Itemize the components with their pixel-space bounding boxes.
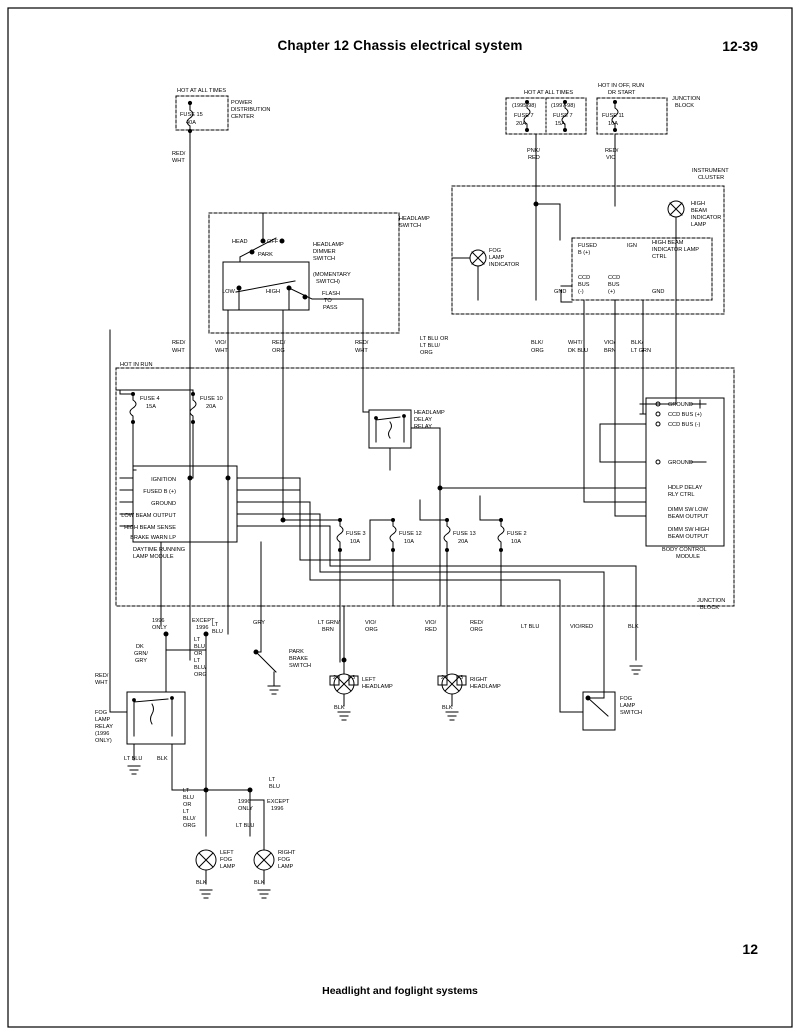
label-left-fog-1: LEFT bbox=[220, 850, 234, 856]
label-ltblu-or-3: ORG bbox=[420, 350, 433, 356]
label-bcm-hdlp-delay-1: HDLP DELAY bbox=[668, 485, 703, 491]
label-fuse-15-rating: 40A bbox=[186, 120, 196, 126]
label-ltblu-org-b-6: ORG bbox=[183, 823, 196, 829]
label-vio-org-2: ORG bbox=[365, 627, 378, 633]
label-dimmer-2: DIMMER bbox=[313, 249, 336, 255]
label-drl-module-2: LAMP MODULE bbox=[133, 554, 174, 560]
label-fog-relay-3: RELAY bbox=[95, 724, 113, 730]
label-right-fog-1: RIGHT bbox=[278, 850, 296, 856]
label-blk-ltgrn-1: BLK/ bbox=[631, 340, 644, 346]
label-left-headlamp-2: HEADLAMP bbox=[362, 684, 393, 690]
page-title: Chapter 12 Chassis electrical system bbox=[277, 38, 523, 53]
label-except-1996-b-1: EXCEPT bbox=[267, 799, 290, 805]
label-momentary-2: SWITCH) bbox=[316, 279, 340, 285]
label-red-org-2: ORG bbox=[272, 348, 285, 354]
label-bcm-dimm-low-2: BEAM OUTPUT bbox=[668, 514, 709, 520]
label-dimmer-3: SWITCH bbox=[313, 256, 336, 262]
label-ccd-bus-neg-1: CCD bbox=[578, 275, 591, 281]
label-wire-red-wht-pdc-2: WHT bbox=[172, 158, 185, 164]
label-junction-block-bottom-1: JUNCTION bbox=[697, 598, 726, 604]
label-instrument-cluster-1: INSTRUMENT bbox=[692, 168, 729, 174]
label-instrument-cluster-2: CLUSTER bbox=[698, 175, 725, 181]
label-park-brake-1: PARK bbox=[289, 649, 304, 655]
label-junction-block-top-1: JUNCTION bbox=[672, 96, 701, 102]
label-fuse-2: FUSE 2 bbox=[507, 531, 527, 537]
label-dimmer-1: HEADLAMP bbox=[313, 242, 344, 248]
label-vio-brn-2: BRN bbox=[604, 348, 616, 354]
label-hot-in-off-run-1: HOT IN OFF, RUN bbox=[598, 83, 645, 89]
label-pin-2-right: 2 bbox=[441, 675, 445, 681]
label-lt-blu-d-2: BLU bbox=[269, 784, 280, 790]
label-fuse-12-rating: 10A bbox=[404, 539, 414, 545]
label-red-org-b-2: ORG bbox=[470, 627, 483, 633]
label-bcm-1: BODY CONTROL bbox=[662, 547, 707, 553]
label-fuse-15: FUSE 15 bbox=[180, 112, 203, 118]
label-hot-in-run: HOT IN RUN bbox=[120, 362, 153, 368]
label-head: HEAD bbox=[232, 239, 248, 245]
label-vio-org-1: VIO/ bbox=[365, 620, 377, 626]
label-red-wht-c-2: WHT bbox=[95, 680, 108, 686]
label-pnk-red-1: PNK/ bbox=[527, 148, 541, 154]
label-fog-switch-3: SWITCH bbox=[620, 710, 643, 716]
label-except-1996: EXCEPT bbox=[192, 618, 215, 624]
label-fused-b-1: FUSED bbox=[578, 243, 597, 249]
label-delay-relay-2: DELAY bbox=[414, 417, 432, 423]
label-pin-3-right: 3 bbox=[460, 675, 464, 681]
label-gnd-right: GND bbox=[652, 289, 665, 295]
label-hbil-ctrl-1: HIGH BEAM bbox=[652, 240, 684, 246]
label-blk-org-1: BLK/ bbox=[531, 340, 544, 346]
label-bcm-dimm-high-1: DIMM SW HIGH bbox=[668, 527, 710, 533]
label-fused-b-2: B (+) bbox=[578, 250, 591, 256]
label-park: PARK bbox=[258, 252, 273, 258]
label-bcm-2: MODULE bbox=[676, 554, 700, 560]
label-blk-b: BLK bbox=[628, 624, 639, 630]
label-blk-lh: BLK bbox=[334, 705, 345, 711]
label-ltblu-org-b-3: OR bbox=[183, 802, 192, 808]
label-lt-blu-a-1: LT bbox=[212, 622, 219, 628]
label-vio-brn-1: VIO/ bbox=[604, 340, 616, 346]
label-drl-module-1: DAYTIME RUNNING bbox=[133, 547, 186, 553]
label-lt-blu-c: LT BLU bbox=[124, 756, 143, 762]
label-fog-ind-1: FOG bbox=[489, 248, 502, 254]
label-bcm-ground-2: GROUND bbox=[668, 460, 693, 466]
label-headlamp-switch-2: SWITCH bbox=[399, 223, 422, 229]
label-fuse-13: FUSE 13 bbox=[453, 531, 476, 537]
label-ltblu-org-b-5: BLU/ bbox=[183, 816, 196, 822]
label-fuse-7b-rating: 15A bbox=[555, 121, 565, 127]
label-delay-relay-3: RELAY bbox=[414, 424, 432, 430]
label-fuse-10-rating: 20A bbox=[206, 404, 216, 410]
label-pdc-1: POWER bbox=[231, 100, 253, 106]
label-fog-switch-2: LAMP bbox=[620, 703, 636, 709]
label-ltblu-org-b-1: LT bbox=[183, 788, 190, 794]
label-1997-98: (1997-98) bbox=[551, 103, 576, 109]
label-fuse-2-rating: 10A bbox=[511, 539, 521, 545]
label-fuse-10: FUSE 10 bbox=[200, 396, 223, 402]
label-fuse-7a-rating: 20A bbox=[516, 121, 526, 127]
label-hbil-3: INDICATOR bbox=[691, 215, 722, 221]
label-red-org-1: RED/ bbox=[272, 340, 286, 346]
chapter-number: 12 bbox=[742, 941, 758, 957]
label-lt-grn-brn-2: BRN bbox=[322, 627, 334, 633]
label-red-vio-2: VIO bbox=[606, 155, 616, 161]
label-fuse-7a: FUSE 7 bbox=[514, 113, 534, 119]
label-ltblu-org-a-1: LT bbox=[194, 637, 201, 643]
label-1996-only-b-1: 1996 bbox=[238, 799, 251, 805]
label-fuse-3: FUSE 3 bbox=[346, 531, 366, 537]
label-ltblu-org-a-2: BLU bbox=[194, 644, 205, 650]
label-momentary-1: (MOMENTARY bbox=[313, 272, 351, 278]
label-red-wht2-1: RED/ bbox=[355, 340, 369, 346]
label-hot-at-all-times-left: HOT AT ALL TIMES bbox=[177, 88, 227, 94]
label-hbil-ctrl-3: CTRL bbox=[652, 254, 667, 260]
label-pdc-2: DISTRIBUTION bbox=[231, 107, 271, 113]
label-fog-switch-1: FOG bbox=[620, 696, 633, 702]
label-ign: IGN bbox=[627, 243, 637, 249]
label-fuse-7b: FUSE 7 bbox=[553, 113, 573, 119]
label-vio-wht-1: VIO/ bbox=[215, 340, 227, 346]
label-pin-3-left: 3 bbox=[352, 675, 356, 681]
label-red-wht-sw-2: WHT bbox=[172, 348, 185, 354]
label-dk-grn-gry-3: GRY bbox=[135, 658, 148, 664]
label-fuse-12: FUSE 12 bbox=[399, 531, 422, 537]
label-fuse-3-rating: 10A bbox=[350, 539, 360, 545]
label-delay-relay-1: HEADLAMP bbox=[414, 410, 445, 416]
label-off: OFF bbox=[267, 239, 279, 245]
label-pin-fused-b: FUSED B (+) bbox=[143, 489, 176, 495]
label-headlamp-switch-1: HEADLAMP bbox=[399, 216, 430, 222]
label-except-1996-2: 1996 bbox=[196, 625, 209, 631]
label-wht-dkblu-1: WHT/ bbox=[568, 340, 583, 346]
label-red-vio-1: RED/ bbox=[605, 148, 619, 154]
label-fog-relay-2: LAMP bbox=[95, 717, 111, 723]
label-pnk-red-2: RED bbox=[528, 155, 540, 161]
label-low: LOW bbox=[222, 289, 235, 295]
label-fuse-13-rating: 20A bbox=[458, 539, 468, 545]
label-pin-ignition: IGNITION bbox=[151, 477, 176, 483]
label-red-wht-c-1: RED/ bbox=[95, 673, 109, 679]
label-pin-high-beam-sense: HIGH BEAM SENSE bbox=[124, 525, 176, 531]
label-ltblu-or-2: LT BLU/ bbox=[420, 343, 441, 349]
label-blk-lf: BLK bbox=[196, 880, 207, 886]
label-fuse-4-rating: 15A bbox=[146, 404, 156, 410]
label-vio-red-1: VIO/ bbox=[425, 620, 437, 626]
label-gry: GRY bbox=[253, 620, 266, 626]
label-blk-rh: BLK bbox=[442, 705, 453, 711]
label-vio-wht-2: WHT bbox=[215, 348, 228, 354]
label-hot-at-all-times-right: HOT AT ALL TIMES bbox=[524, 90, 574, 96]
label-ccd-bus-pos-3: (+) bbox=[608, 289, 615, 295]
label-park-brake-2: BRAKE bbox=[289, 656, 308, 662]
label-blk-org-2: ORG bbox=[531, 348, 544, 354]
label-park-brake-3: SWITCH bbox=[289, 663, 312, 669]
label-pin-low-beam-output: LOW BEAM OUTPUT bbox=[121, 513, 176, 519]
label-lt-blu-b: LT BLU bbox=[521, 624, 540, 630]
label-1995-98: (1995-98) bbox=[512, 103, 537, 109]
label-right-fog-2: FOG bbox=[278, 857, 291, 863]
label-lt-blu-e: LT BLU bbox=[236, 823, 255, 829]
label-gnd-left: GND bbox=[554, 289, 567, 295]
label-1996-only-2: ONLY bbox=[152, 625, 167, 631]
label-ccd-bus-neg-2: BUS bbox=[578, 282, 590, 288]
label-right-headlamp-1: RIGHT bbox=[470, 677, 488, 683]
label-ltblu-org-b-4: LT bbox=[183, 809, 190, 815]
label-left-fog-2: FOG bbox=[220, 857, 233, 863]
label-hbil-4: LAMP bbox=[691, 222, 707, 228]
label-ltblu-or-1: LT BLU OR bbox=[420, 336, 449, 342]
page-number: 12-39 bbox=[722, 38, 758, 54]
label-bcm-dimm-high-2: BEAM OUTPUT bbox=[668, 534, 709, 540]
label-fuse-11: FUSE 11 bbox=[602, 113, 625, 119]
label-fuse-4: FUSE 4 bbox=[140, 396, 160, 402]
label-high: HIGH bbox=[266, 289, 280, 295]
label-pin-brake-warn-lp: BRAKE WARN LP bbox=[130, 535, 176, 541]
label-hbil-1: HIGH bbox=[691, 201, 705, 207]
label-right-headlamp-2: HEADLAMP bbox=[470, 684, 501, 690]
label-bcm-ground-1: GROUND bbox=[668, 402, 693, 408]
label-blk-ltgrn-2: LT GRN bbox=[631, 348, 651, 354]
label-hbil-2: BEAM bbox=[691, 208, 707, 214]
label-ccd-bus-pos-1: CCD bbox=[608, 275, 621, 281]
label-fog-ind-3: INDICATOR bbox=[489, 262, 520, 268]
label-dk-grn-gry-2: GRN/ bbox=[134, 651, 148, 657]
label-1996-only: 1996 bbox=[152, 618, 165, 624]
label-right-fog-3: LAMP bbox=[278, 864, 294, 870]
label-junction-block-bottom-2: BLOCK bbox=[700, 605, 719, 611]
label-red-wht-sw-1: RED/ bbox=[172, 340, 186, 346]
label-wht-dkblu-2: DK BLU bbox=[568, 348, 589, 354]
label-bcm-ccd-neg: CCD BUS (-) bbox=[668, 422, 701, 428]
label-fog-relay-1: FOG bbox=[95, 710, 108, 716]
label-lt-blu-a-2: BLU bbox=[212, 629, 223, 635]
label-ltblu-org-a-6: ORG bbox=[194, 672, 207, 678]
label-1996-only-b-2: ONLY bbox=[238, 806, 253, 812]
label-ccd-bus-neg-3: (-) bbox=[578, 289, 584, 295]
label-dk-grn-gry-1: DK bbox=[136, 644, 144, 650]
label-bcm-ccd-pos: CCD BUS (+) bbox=[668, 412, 702, 418]
label-pdc-3: CENTER bbox=[231, 114, 254, 120]
label-flash-3: PASS bbox=[323, 305, 338, 311]
label-pin-ground: GROUND bbox=[151, 501, 176, 507]
label-bcm-hdlp-delay-2: RLY CTRL bbox=[668, 492, 695, 498]
label-wire-red-wht-pdc-1: RED/ bbox=[172, 151, 186, 157]
label-except-1996-b-2: 1996 bbox=[271, 806, 284, 812]
label-blk-c: BLK bbox=[157, 756, 168, 762]
label-ltblu-org-a-4: LT bbox=[194, 658, 201, 664]
label-red-wht2-2: WHT bbox=[355, 348, 368, 354]
label-ltblu-org-b-2: BLU bbox=[183, 795, 194, 801]
label-fog-ind-2: LAMP bbox=[489, 255, 505, 261]
label-vio-red-2: RED bbox=[425, 627, 437, 633]
label-flash-1: FLASH bbox=[322, 291, 341, 297]
label-ltblu-org-a-5: BLU/ bbox=[194, 665, 207, 671]
label-flash-2: TO bbox=[324, 298, 332, 304]
label-lt-grn-brn-1: LT GRN/ bbox=[318, 620, 340, 626]
label-lt-blu-d-1: LT bbox=[269, 777, 276, 783]
label-hot-in-off-run-2: DR START bbox=[608, 90, 636, 96]
label-junction-block-top-2: BLOCK bbox=[675, 103, 694, 109]
figure-caption: Headlight and foglight systems bbox=[322, 985, 478, 997]
label-left-headlamp-1: LEFT bbox=[362, 677, 376, 683]
label-red-org-b-1: RED/ bbox=[470, 620, 484, 626]
label-fog-relay-5: ONLY) bbox=[95, 738, 112, 744]
label-pin-2-left: 2 bbox=[333, 675, 337, 681]
label-left-fog-3: LAMP bbox=[220, 864, 236, 870]
label-blk-rf: BLK bbox=[254, 880, 265, 886]
label-fog-relay-4: (1996 bbox=[95, 731, 110, 737]
label-fuse-11-rating: 10A bbox=[608, 121, 618, 127]
label-ltblu-org-a-3: OR bbox=[194, 651, 203, 657]
label-hbil-ctrl-2: INDICATOR LAMP bbox=[652, 247, 700, 253]
label-bcm-dimm-low-1: DIMM SW LOW bbox=[668, 507, 708, 513]
label-ccd-bus-pos-2: BUS bbox=[608, 282, 620, 288]
label-vio-red-c: VIO/RED bbox=[570, 624, 594, 630]
